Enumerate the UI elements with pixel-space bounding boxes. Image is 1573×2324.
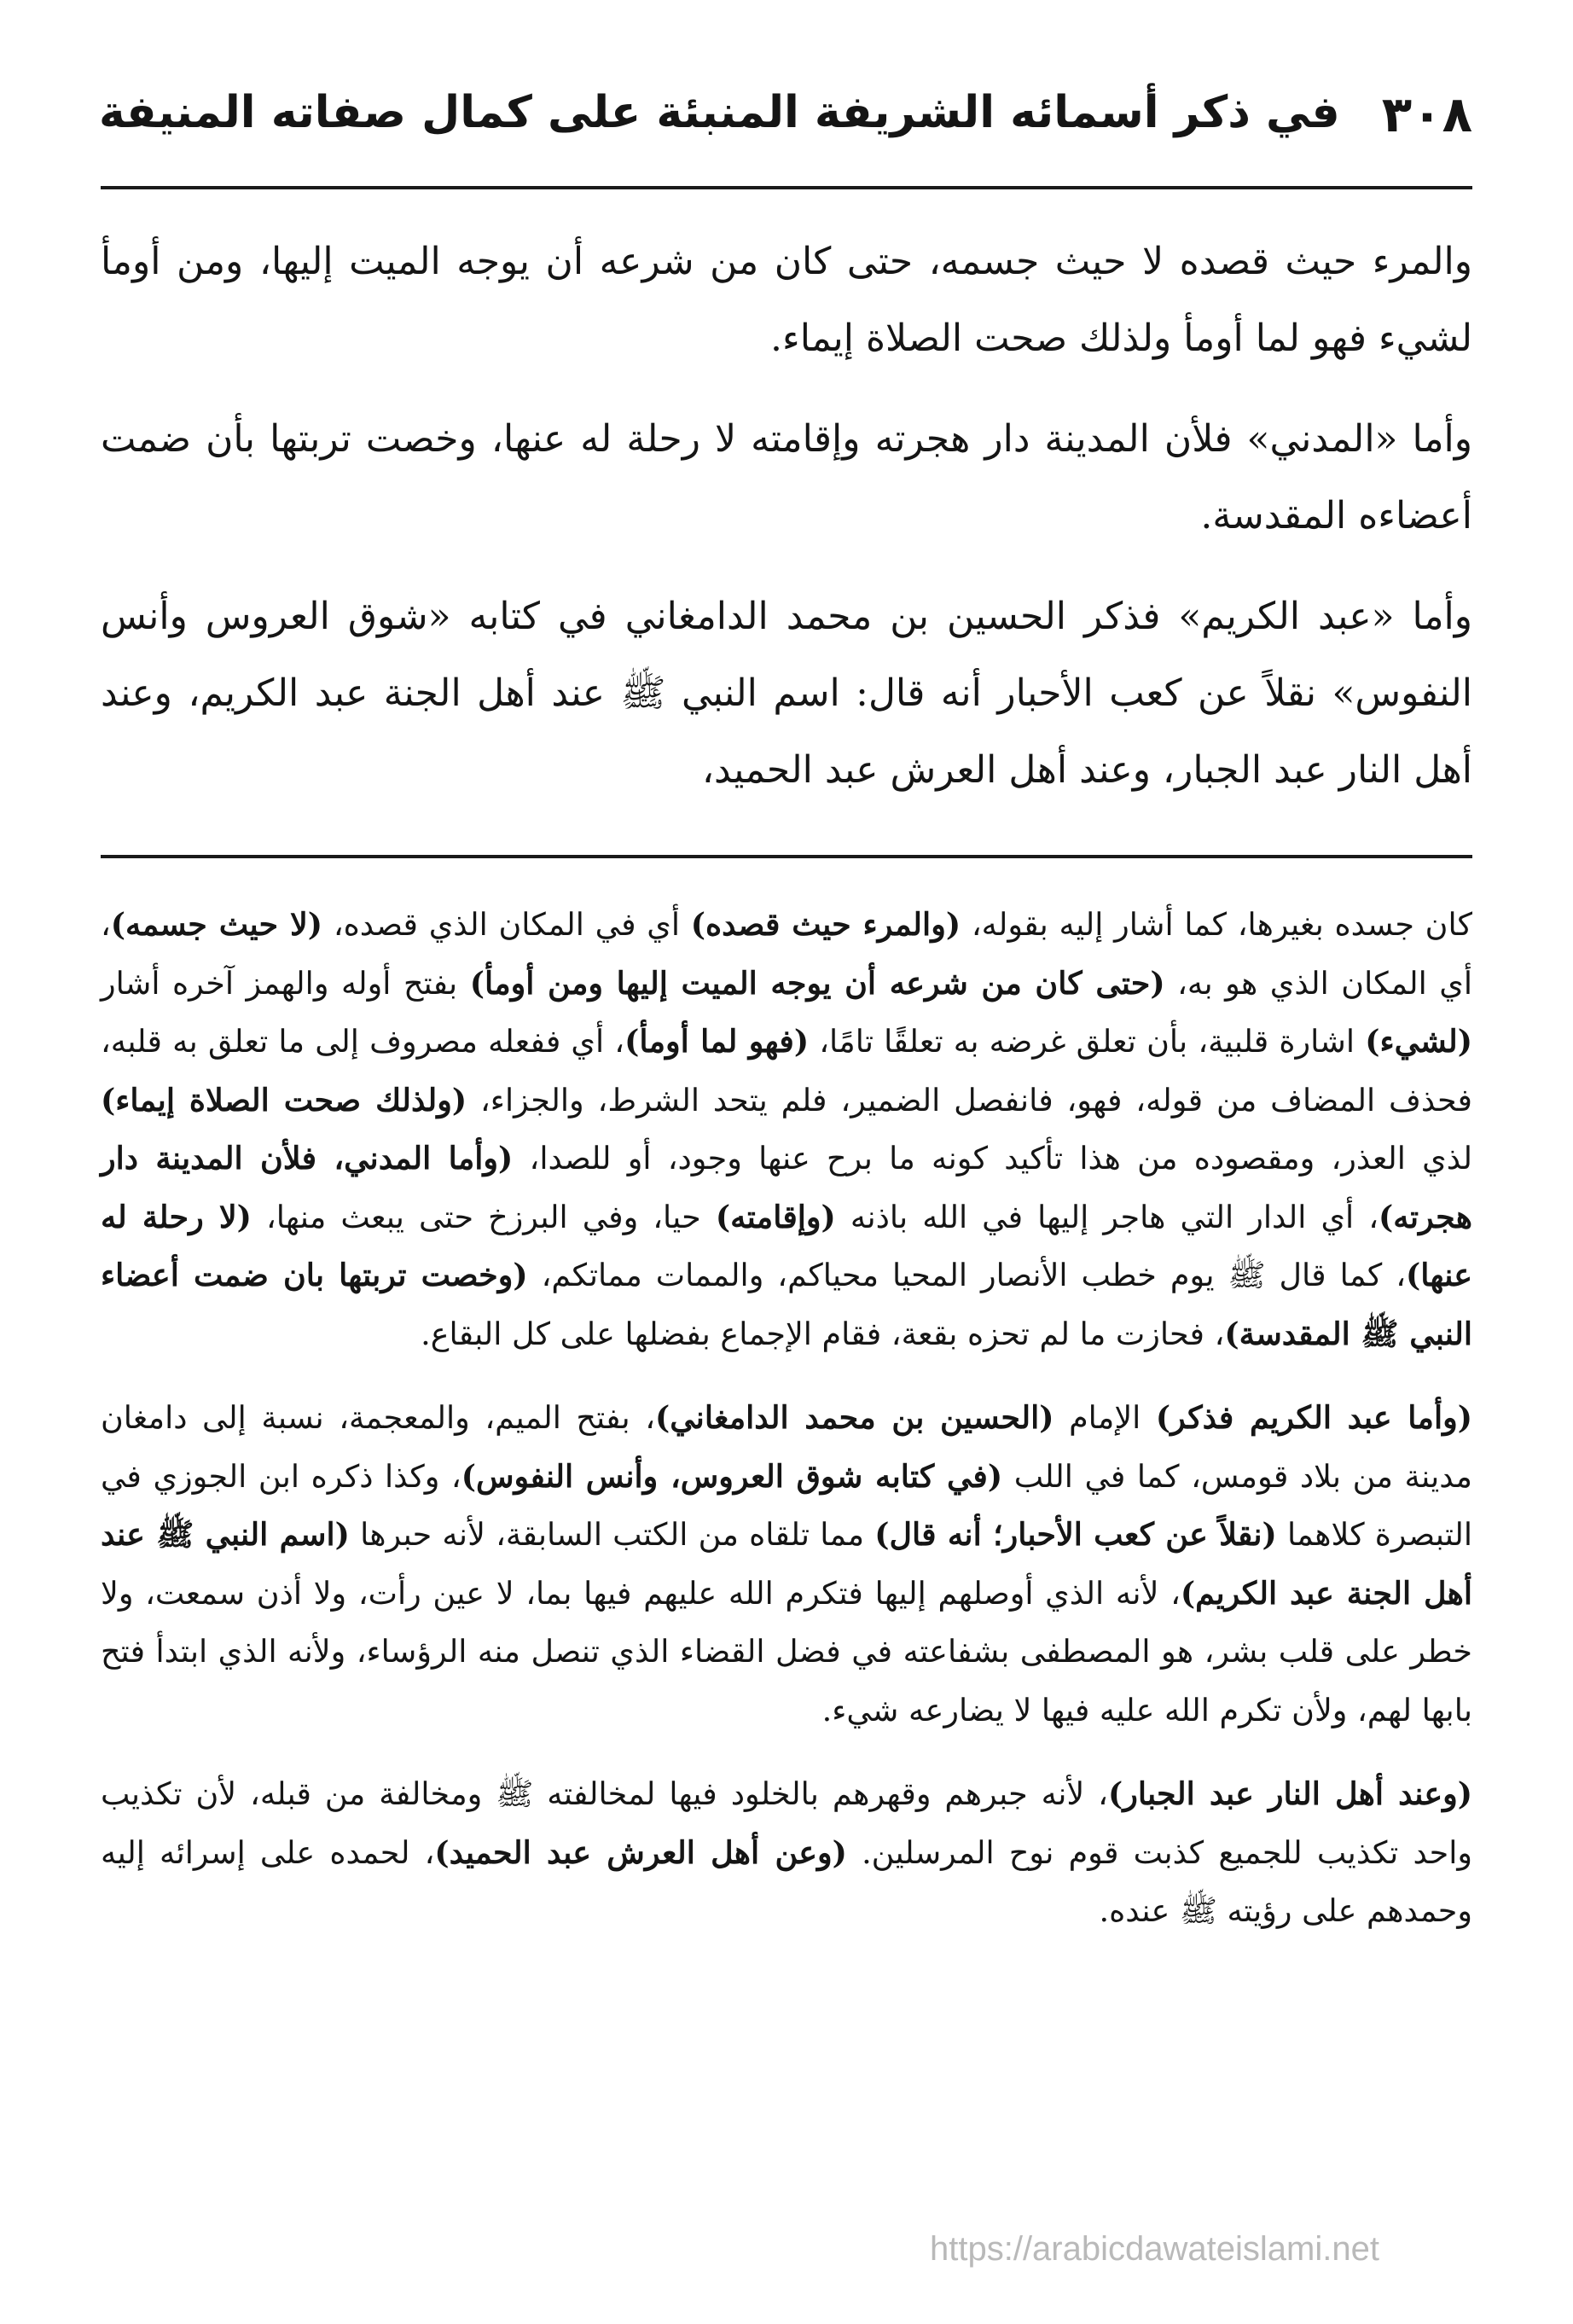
quoted-matn: (وإقامته) (715, 1198, 836, 1235)
quoted-matn: (ولذلك صحت الصلاة إيماء) (101, 1081, 467, 1118)
running-title: في ذكر أسمائه الشريفة المنبئة على كمال صفاته المنيفة (99, 87, 1340, 138)
quoted-matn: (فهو لما أومأ) (624, 1023, 810, 1060)
quoted-matn: (اسم النبي ﷺ عند أهل الجنة عبد الكريم) (101, 1516, 1472, 1612)
quoted-matn: (وأما عبد الكريم فذكر) (1155, 1399, 1473, 1436)
quoted-matn: (نقلاً عن كعب الأحبار؛ أنه قال) (874, 1516, 1277, 1553)
quoted-matn: (وعند أهل النار عبد الجبار) (1107, 1775, 1472, 1812)
quoted-matn: (لشيء) (1365, 1023, 1472, 1060)
main-paragraph-1: والمرء حيث قصده لا حيث جسمه، حتى كان من شرعه أن يوجه الميت إليها، ومن أومأ لشيء فهو لما أومأ ولذلك صحت الصلاة إيماء. (101, 240, 1473, 360)
commentary-paragraph-2: (وأما عبد الكريم فذكر) الإمام (الحسين بن محمد الدامغاني)، بفتح الميم، والمعجمة، نسبة إلى دامغان مدينة من بلاد قومس، كما في اللب (في كتابه شوق العروس، وأنس النفوس)، وكذا ذكره ابن الجوزي في التبصرة كلاهما (نقلاً عن كعب الأحبار؛ أنه قال) مما تلقاه من الكتب السابقة، لأنه حبرها (اسم النبي ﷺ عند أهل الجنة عبد الكريم)، لأنه الذي أوصلهم إليها فتكرم الله عليهم فيها بما، لا عين رأت، ولا أذن سمعت، ولا خطر على قلب بشر، هو المصطفى بشفاعته في فضل القضاء الذي تنصل منه الرؤساء، ولأنه الذي ابتدأ فتح بابها لهم، ولأن تكرم الله عليه فيها لا يضارعه شيء. (101, 1399, 1473, 1728)
quoted-matn: (في كتابه شوق العروس، وأنس النفوس) (461, 1457, 1003, 1495)
main-paragraph-3: وأما «عبد الكريم» فذكر الحسين بن محمد الدامغاني في كتابه «شوق العروس وأنس النفوس» نقلاً عن كعب الأحبار أنه قال: اسم النبي ﷺ عند أهل الجنة عبد الكريم، وعند أهل النار عبد الجبار، وعند أهل العرش عبد الحميد، (101, 595, 1472, 792)
quoted-matn: (والمرء حيث قصده) (690, 906, 961, 943)
quoted-matn: (وخصت تربتها بان ضمت أعضاء النبي ﷺ المقدسة) (101, 1257, 1472, 1352)
footnote-divider (101, 855, 1472, 858)
watermark-url: https://arabicdawateislami.net (930, 2230, 1379, 2268)
main-paragraph-2: وأما «المدني» فلأن المدينة دار هجرته وإقامته لا رحلة له عنها، وخصت تربتها بأن ضمت أعضاءه المقدسة. (101, 417, 1472, 537)
quoted-matn: (لا رحلة له عنها) (101, 1198, 1472, 1293)
quoted-matn: (وعن أهل العرش عبد الحميد) (434, 1833, 847, 1871)
page-header (99, 78, 1472, 172)
quoted-matn: (وأما المدني، فلأن المدينة دار هجرته) (101, 1140, 1472, 1235)
commentary-paragraph-3: (وعند أهل النار عبد الجبار)، لأنه جبرهم وقهرهم بالخلود فيها لمخالفته ﷺ ومخالفة من قبله، لأن تكذيب واحد تكذيب للجميع كذبت قوم نوح المرسلين. (وعن أهل العرش عبد الحميد)، لحمده على إسرائه إليه وحمدهم على رؤيته ﷺ عنده. (101, 1775, 1472, 1929)
quoted-matn: (حتى كان من شرعه أن يوجه الميت إليها ومن أومأ) (469, 964, 1165, 1002)
header-divider (101, 186, 1472, 189)
page-number: ٣٠٨ (1381, 85, 1472, 143)
commentary-text (101, 896, 1472, 1967)
quoted-matn: (الحسين بن محمد الدامغاني) (654, 1399, 1054, 1436)
commentary-paragraph-1: كان جسده بغيرها، كما أشار إليه بقوله، (والمرء حيث قصده) أي في المكان الذي قصده، (لا حيث جسمه)، أي المكان الذي هو به، (حتى كان من شرعه أن يوجه الميت إليها ومن أومأ) بفتح أوله والهمز آخره أشار (لشيء) اشارة قلبية، بأن تعلق غرضه به تعلقًا تامًا، (فهو لما أومأ)، أي ففعله مصروف إلى ما تعلق به قلبه، فحذف المضاف من قوله، فهو، فانفصل الضمير، فلم يتحد الشرط، والجزاء، (ولذلك صحت الصلاة إيماء) لذي العذر، ومقصوده من هذا تأكيد كونه ما برح عنها وجود، أو للصدا، (وأما المدني، فلأن المدينة دار هجرته)، أي الدار التي هاجر إليها في الله باذنه (وإقامته) حيا، وفي البرزخ حتى يبعث منها، (لا رحلة له عنها)، كما قال ﷺ يوم خطب الأنصار المحيا محياكم، والممات مماتكم، (وخصت تربتها بان ضمت أعضاء النبي ﷺ المقدسة)، فحازت ما لم تحزه بقعة، فقام الإجماع بفضلها على كل البقاع. (101, 906, 1472, 1352)
quoted-matn: (لا حيث جسمه) (110, 906, 323, 943)
main-text (101, 224, 1472, 833)
